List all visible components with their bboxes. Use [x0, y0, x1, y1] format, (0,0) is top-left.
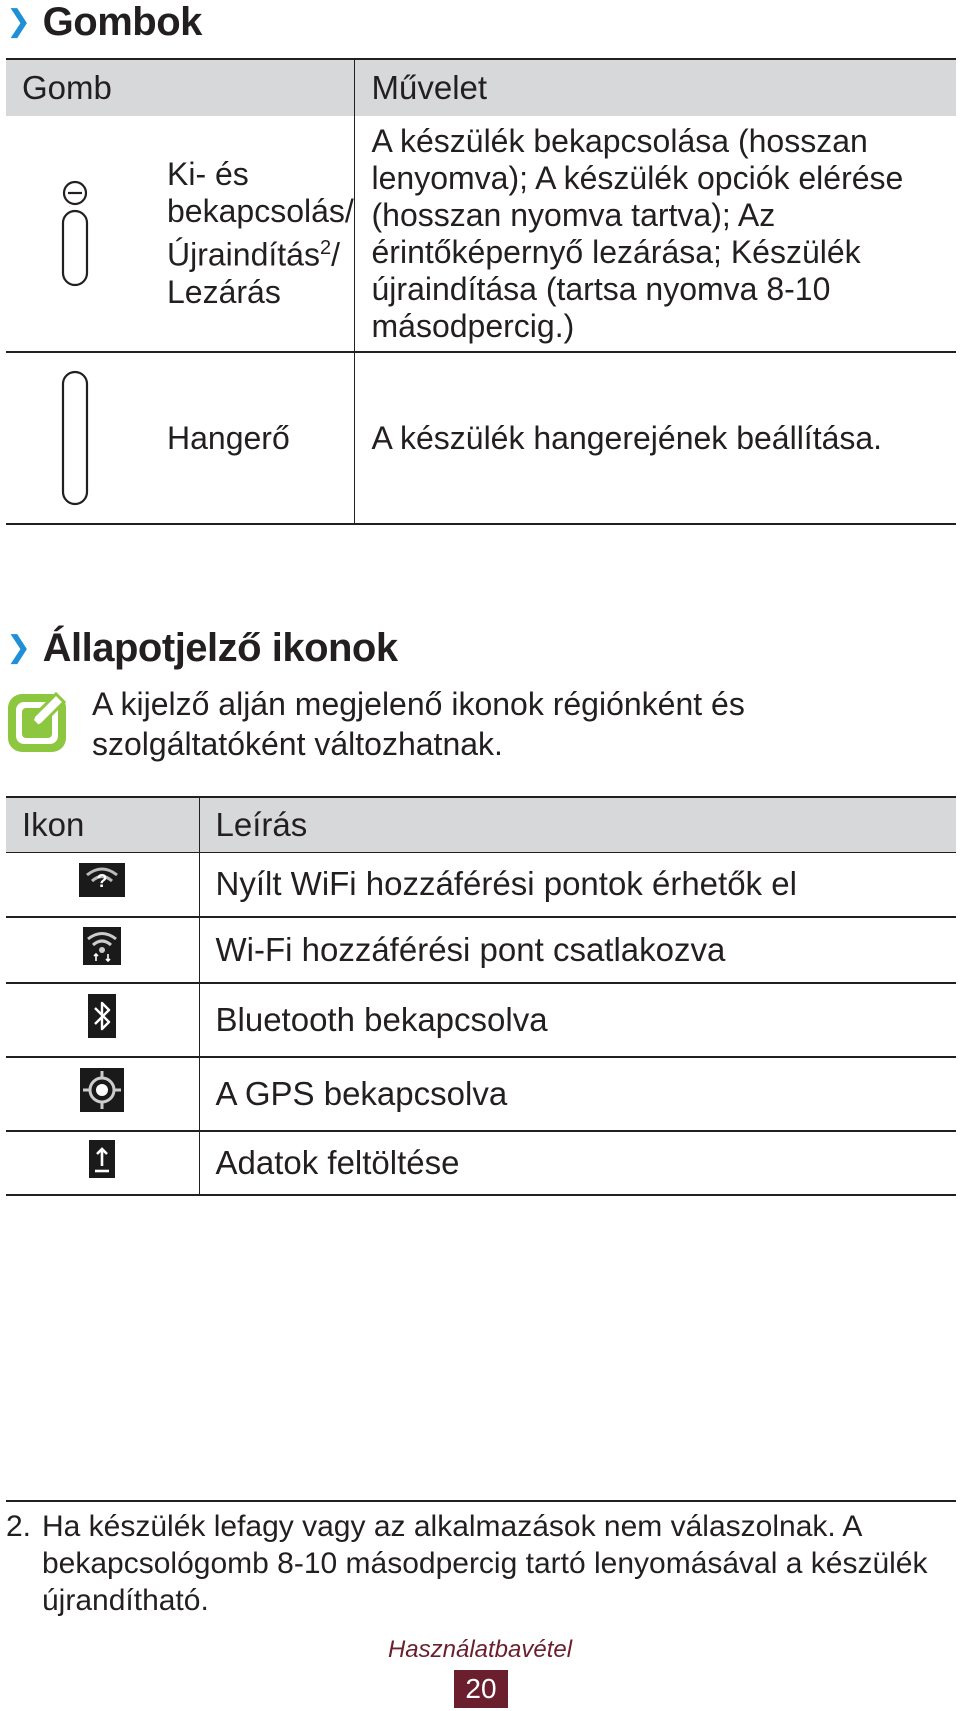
table-row: [6, 983, 956, 1057]
button-label-volume: Hangerő: [167, 419, 290, 456]
table-row: [6, 116, 956, 352]
description-cell: Bluetooth bekapcsolva: [199, 983, 956, 1057]
footnote: [6, 1508, 946, 1619]
status-icons-table: [6, 796, 956, 1196]
section-title-status-icons: [6, 626, 398, 671]
table-row: [6, 917, 956, 983]
section-title-buttons-text: Gombok: [42, 0, 202, 44]
page-number: 20: [454, 1670, 508, 1708]
note-box: [6, 688, 772, 764]
header-description: Leírás: [199, 797, 956, 853]
footer-section-label: Használatbavétel: [387, 1636, 573, 1663]
button-label-power: Ki- és bekapcsolás/ Újraindítás$^2$/ Lezárás: [167, 156, 354, 310]
wifi-open-icon: [79, 863, 125, 905]
header-button: Gomb: [6, 59, 354, 116]
table-row: [6, 1131, 956, 1195]
description-cell: Wi-Fi hozzáférési pont csatlakozva: [199, 917, 956, 983]
table-row: [6, 352, 956, 524]
note-text: A kijelző alján megjelenő ikonok régiónként és szolgáltatóként változhatnak.: [92, 686, 745, 762]
note-icon: [6, 688, 72, 759]
action-cell-volume: A készülék hangerejének beállítása.: [354, 352, 956, 524]
header-action: Művelet: [354, 59, 956, 116]
header-icon: Ikon: [6, 797, 199, 853]
description-cell: Nyílt WiFi hozzáférési pontok érhetők el: [199, 853, 956, 917]
table-row: [6, 853, 956, 917]
wifi-connected-icon: [83, 927, 121, 973]
footnote-number: 2.: [6, 1510, 32, 1543]
table-row: [6, 1057, 956, 1131]
table-header-row: [6, 59, 956, 116]
description-cell: Adatok feltöltése: [199, 1131, 956, 1195]
section-title-buttons: [6, 0, 202, 45]
power-key-icon: [35, 179, 115, 289]
table-header-row: [6, 797, 956, 853]
bluetooth-icon: [88, 994, 116, 1046]
footnote-text: Ha készülék lefagy vagy az alkalmazások nem válaszolnak. A bekapcsológomb 8-10 másodpercig tartó lenyomásával a készülék újrandítható.: [42, 1510, 928, 1617]
upload-icon: [89, 1140, 115, 1186]
button-cell: [6, 352, 354, 524]
footnote-divider: [6, 1500, 956, 1502]
button-cell: [6, 116, 354, 352]
action-cell-power: A készülék bekapcsolása (hosszan lenyomva); A készülék opciók elérése (hosszan nyomva tartva); Az érintőképernyő lezárása; Készülék újraindítása (tartsa nyomva 8-10 másodpercig.): [354, 116, 956, 352]
buttons-table: [6, 58, 956, 525]
volume-key-icon: [35, 368, 115, 508]
gps-icon: [80, 1068, 124, 1120]
description-cell: A GPS bekapcsolva: [199, 1057, 956, 1131]
svg-text:?: ?: [96, 871, 108, 892]
section-title-status-text: Állapotjelző ikonok: [42, 626, 398, 670]
chevron-right-icon: ❯: [6, 5, 31, 38]
chevron-right-icon: ❯: [6, 631, 31, 664]
